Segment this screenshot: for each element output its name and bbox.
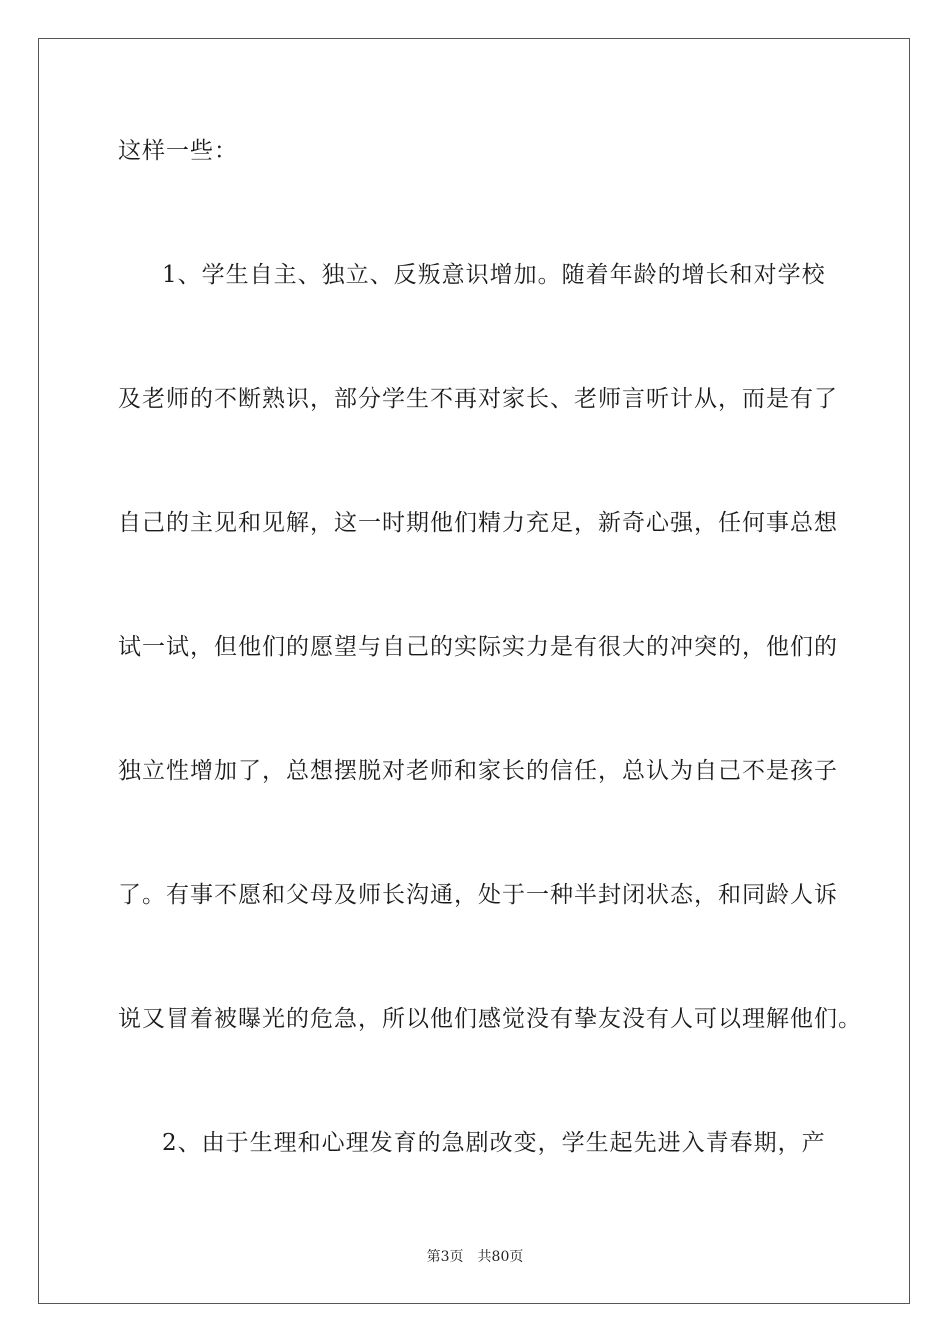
page-footer [0,1248,950,1266]
page-number: 第3页 [426,1249,464,1265]
total-pages: 共80页 [477,1249,524,1265]
text-line-2: 1、学生自主、独立、反叛意识增加。随着年龄的增长和对学校 [162,262,826,288]
page-frame [38,38,910,1304]
text-line-8: 说又冒着被曝光的危急，所以他们感觉没有挚友没有人可以理解他们。 [118,1006,862,1032]
text-line-1: 这样一些： [118,138,238,164]
text-line-3: 及老师的不断熟识，部分学生不再对家长、老师言听计从，而是有了 [118,386,838,412]
text-line-9: 2、由于生理和心理发育的急剧改变，学生起先进入青春期，产 [162,1130,826,1156]
text-line-7: 了。有事不愿和父母及师长沟通，处于一种半封闭状态，和同龄人诉 [118,882,838,908]
text-line-6: 独立性增加了，总想摆脱对老师和家长的信任，总认为自己不是孩子 [118,758,838,784]
text-line-5: 试一试，但他们的愿望与自己的实际实力是有很大的冲突的，他们的 [118,634,838,660]
text-line-4: 自己的主见和见解，这一时期他们精力充足，新奇心强，任何事总想 [118,510,838,536]
